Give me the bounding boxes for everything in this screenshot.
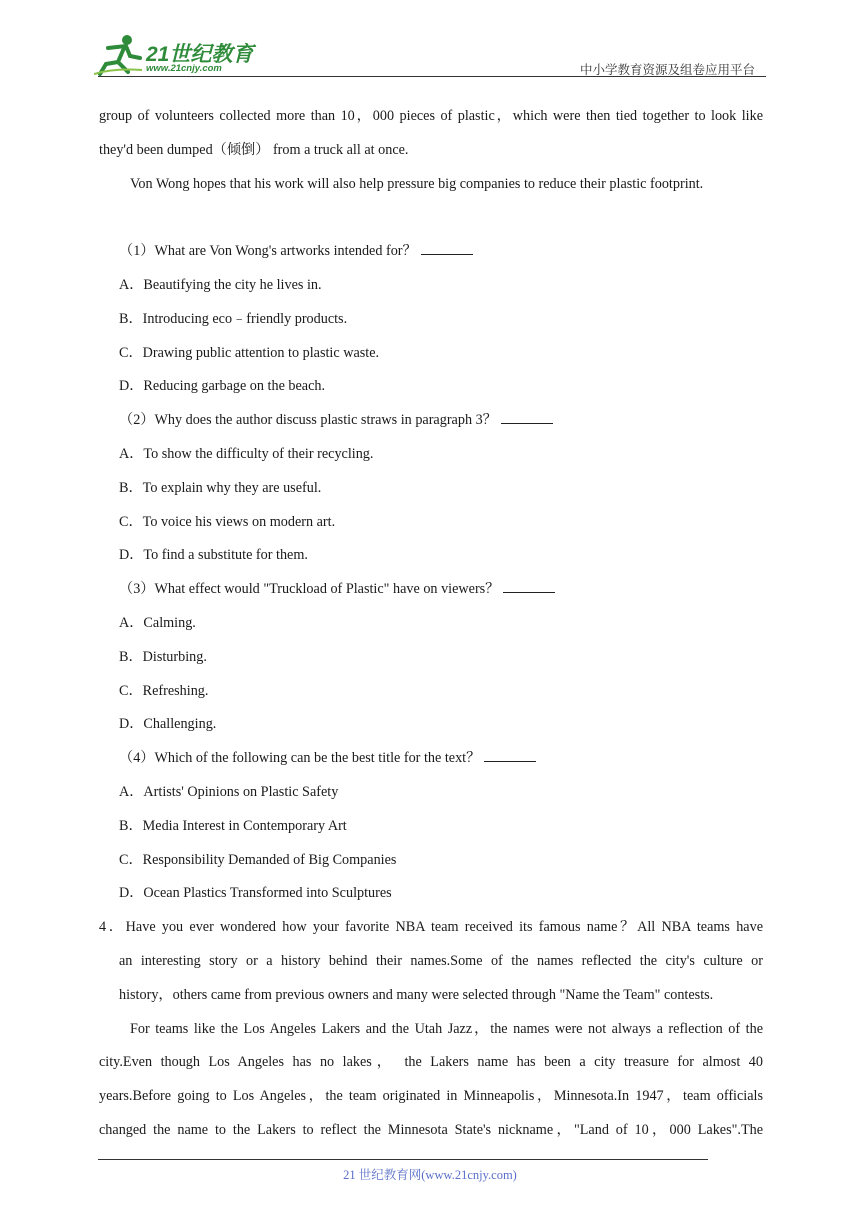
passage-line: Von Wong hopes that his work will also help pressure big companies to reduce their plastic footprint.	[130, 176, 704, 192]
logo-url: www.21cnjy.com	[146, 63, 222, 74]
question-stem-text: （1）What are Von Wong's artworks intended for？	[119, 243, 417, 259]
question-stem	[119, 580, 555, 598]
answer-option: A．Calming.	[119, 615, 196, 631]
footer-divider	[98, 1159, 708, 1160]
question-stem-text: （3）What effect would "Truckload of Plastic" have on viewers？	[119, 581, 500, 597]
passage-line: group of volunteers collected more than 10，000 pieces of plastic，which were then tied together to look like	[99, 108, 763, 124]
answer-option: D．Reducing garbage on the beach.	[119, 378, 326, 394]
answer-option: A．Beautifying the city he lives in.	[119, 277, 322, 293]
passage-line: For teams like the Los Angeles Lakers and the Utah Jazz，the names were not always a reflection of the	[130, 1021, 763, 1037]
answer-option: A．Artists' Opinions on Plastic Safety	[119, 784, 339, 800]
question-stem	[119, 749, 536, 767]
passage-line: an interesting story or a history behind their names.Some of the names reflected the city's culture or	[119, 953, 763, 969]
answer-option: B．Disturbing.	[119, 649, 207, 665]
question-stem	[119, 411, 553, 429]
question-stem-text: （2）Why does the author discuss plastic straws in paragraph 3？	[119, 412, 497, 428]
page-header	[0, 0, 860, 80]
header-divider	[98, 76, 766, 77]
answer-option: B．To explain why they are useful.	[119, 480, 322, 496]
question-stem	[119, 242, 473, 260]
runner-logo-icon	[94, 34, 144, 76]
answer-option: D．Challenging.	[119, 716, 217, 732]
answer-blank	[501, 412, 553, 424]
answer-option: D．To find a substitute for them.	[119, 547, 308, 563]
site-logo	[94, 34, 264, 76]
answer-option: C．Refreshing.	[119, 683, 209, 699]
passage-line: changed the name to the Lakers to reflect the Minnesota State's nickname，"Land of 10，000 Lakes".The	[99, 1122, 763, 1138]
answer-option: A．To show the difficulty of their recycling.	[119, 446, 374, 462]
passage-line: they'd been dumped（倾倒） from a truck all at once.	[99, 142, 409, 158]
answer-blank	[484, 750, 536, 762]
answer-option: C．To voice his views on modern art.	[119, 514, 336, 530]
answer-blank	[503, 581, 555, 593]
passage-line: years.Before going to Los Angeles，the team originated in Minneapolis，Minnesota.In 1947，team officials	[99, 1088, 763, 1104]
logo-title: 21世纪教育	[146, 43, 254, 66]
answer-blank	[421, 243, 473, 255]
footer-link[interactable]: 21 世纪教育网(www.21cnjy.com)	[343, 1168, 517, 1182]
passage-line: city.Even though Los Angeles has no lakes， the Lakers name has been a city treasure for almost 40	[99, 1054, 763, 1070]
answer-option: C．Responsibility Demanded of Big Companies	[119, 852, 397, 868]
answer-option: D．Ocean Plastics Transformed into Sculptures	[119, 885, 392, 901]
header-platform-text: 中小学教育资源及组卷应用平台	[579, 62, 755, 77]
passage-line: history，others came from previous owners and many were selected through "Name the Team" contests.	[119, 987, 714, 1003]
question-stem-text: （4）Which of the following can be the best title for the text？	[119, 750, 481, 766]
answer-option: B．Introducing eco﹣friendly products.	[119, 311, 348, 327]
passage-line: 4．Have you ever wondered how your favorite NBA team received its famous name？All NBA teams have	[99, 919, 763, 935]
answer-option: C．Drawing public attention to plastic waste.	[119, 345, 380, 361]
answer-option: B．Media Interest in Contemporary Art	[119, 818, 347, 834]
